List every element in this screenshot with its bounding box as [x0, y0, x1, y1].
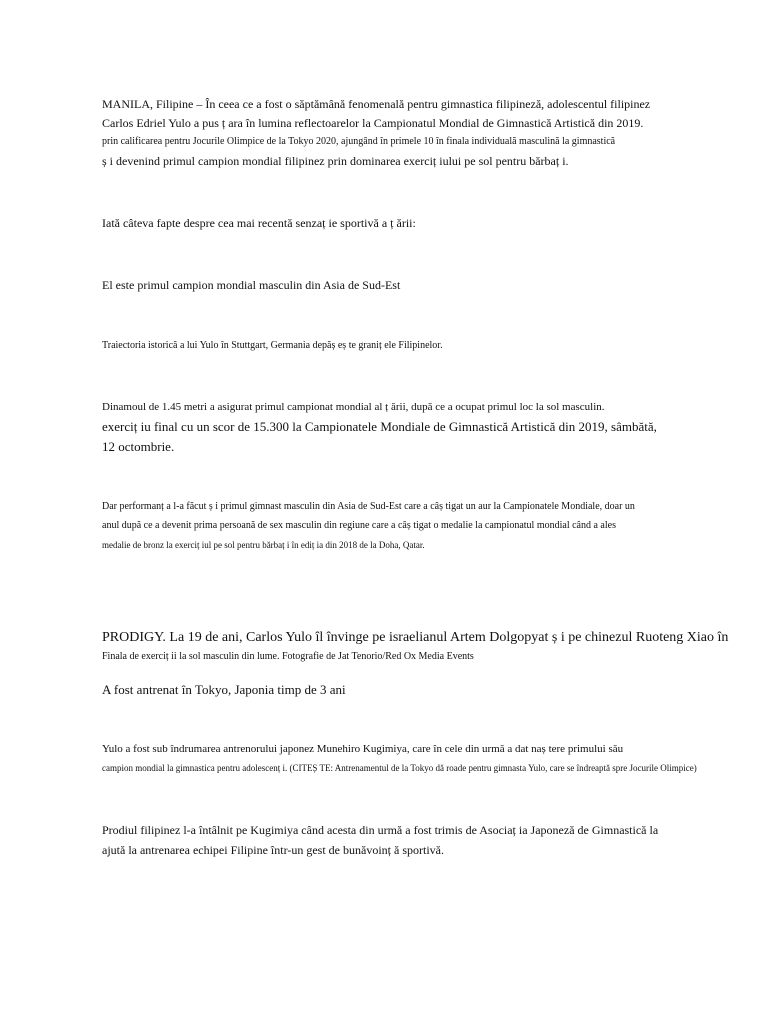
intro-line-4: ș i devenind primul campion mondial filipinez prin dominarea exerciț iului pe sol pentru bărbaț i.	[102, 154, 569, 168]
facts-intro: Iată câteva fapte despre cea mai recentă senzaț ie sportivă a ț ării:	[102, 216, 416, 230]
paragraph-trajectory: Traiectoria istorică a lui Yulo în Stuttgart, Germania depăș eș te graniț ele Filipinelor.	[102, 340, 443, 351]
heading-trained-in-tokyo: A fost antrenat în Tokyo, Japonia timp de 3 ani	[102, 682, 346, 697]
performance-line-2: anul după ce a devenit prima persoană de sex masculin din regiune care a câș tigat o medalie la campionatul mondial când a ales	[102, 520, 616, 531]
performance-line-3: medalie de bronz la exerciț iul pe sol pentru bărbaț i în ediț ia din 2018 de la Doha, Qatar.	[102, 540, 425, 550]
dynamo-line-3: 12 octombrie.	[102, 439, 175, 454]
performance-line-1: Dar performanț a l-a făcut ș i primul gimnast masculin din Asia de Sud-Est care a câș tigat un aur la Campionatele Mondiale, doar un	[102, 501, 635, 512]
dynamo-line-1: Dinamoul de 1.45 metri a asigurat primul campionat mondial al ț ării, după ce a ocupat primul loc la sol masculin.	[102, 401, 605, 413]
intro-line-3: prin calificarea pentru Jocurile Olimpice de la Tokyo 2020, ajungând în primele 10 în finala individuală masculină la gimnastică	[102, 136, 616, 147]
photo-caption-line-2: Finala de exerciț ii la sol masculin din lume. Fotografie de Jat Tenorio/Red Ox Media Events	[102, 651, 474, 662]
meeting-line-2: ajută la antrenarea echipei Filipine într-un gest de bunăvoinț ă sportivă.	[102, 843, 444, 857]
meeting-line-1: Prodiul filipinez l-a întâlnit pe Kugimiya când acesta din urmă a fost trimis de Asociaț ia Japoneză de Gimnastică la	[102, 823, 659, 837]
photo-caption-line-1: PRODIGY. La 19 de ani, Carlos Yulo îl învinge pe israelianul Artem Dolgopyat ș i pe chinezul Ruoteng Xiao în	[102, 630, 729, 645]
coach-line-1: Yulo a fost sub îndrumarea antrenorului japonez Munehiro Kugimiya, care în cele din urmă a dat naș tere primului său	[102, 743, 624, 755]
coach-line-2: campion mondial la gimnastica pentru adolescenț i. (CITEȘ TE: Antrenamentul de la Tokyo dă roade pentru gimnasta Yulo, care se îndreaptă spre Jocurile Olimpice)	[102, 763, 697, 773]
intro-line-2: Carlos Edriel Yulo a pus ț ara în lumina reflectoarelor la Campionatul Mondial de Gimnastică Artistică din 2019.	[102, 116, 644, 130]
dynamo-line-2: exerciț iu final cu un scor de 15.300 la Campionatele Mondiale de Gimnastică Artistică din 2019, sâmbătă,	[102, 419, 657, 434]
intro-line-1: MANILA, Filipine – În ceea ce a fost o săptămână fenomenală pentru gimnastica filipineză, adolescentul filipinez	[102, 97, 651, 111]
heading-first-champion: El este primul campion mondial masculin din Asia de Sud-Est	[102, 278, 401, 292]
